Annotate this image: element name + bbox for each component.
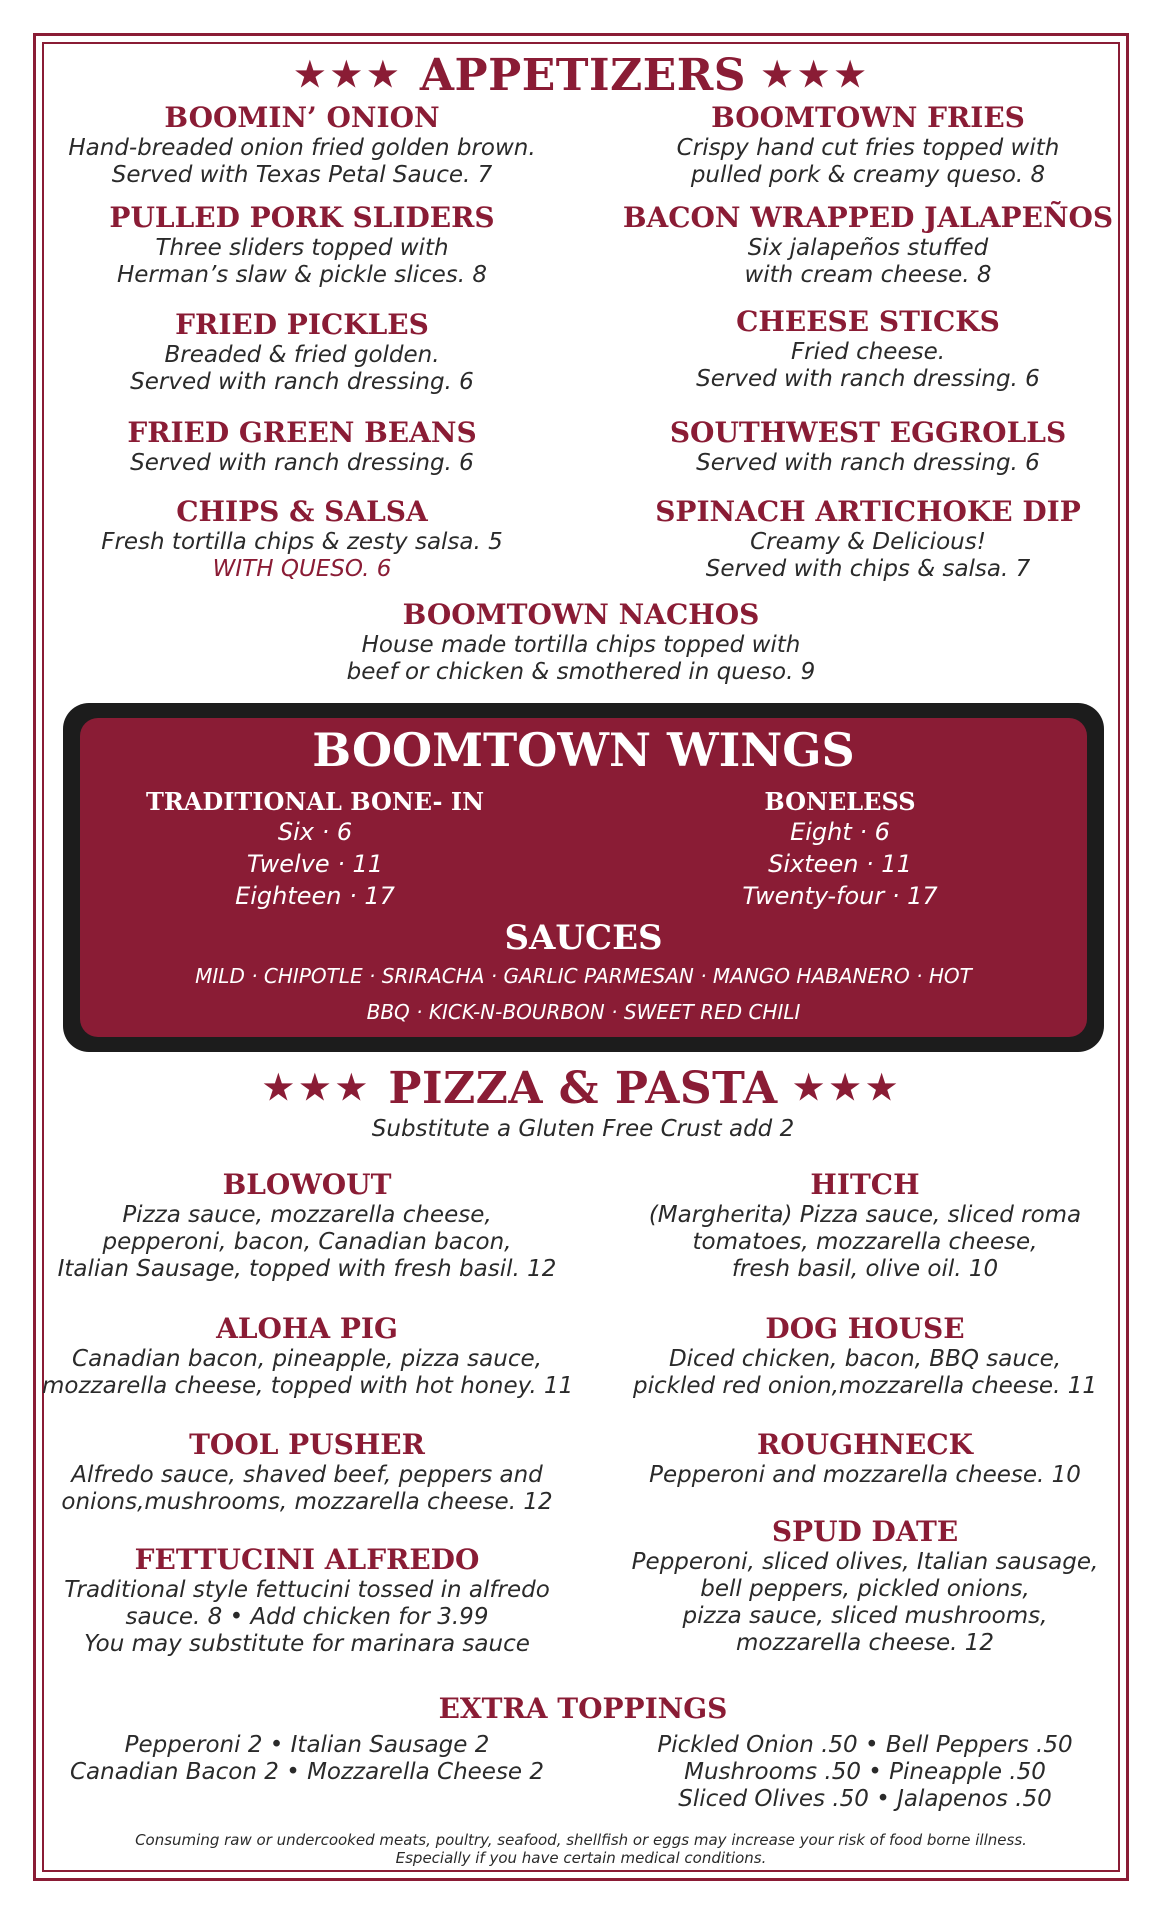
item-description: Creamy & Delicious! Served with chips & salsa. 7: [705, 529, 1031, 582]
item-description: Fresh tortilla chips & zesty salsa. 5: [101, 529, 503, 555]
item-description: Served with ranch dressing. 6: [696, 450, 1040, 476]
item-title: DOG HOUSE: [765, 1312, 965, 1345]
menu-item-cheese-sticks: [608, 305, 1128, 393]
menu-item-blowout: [42, 1168, 572, 1283]
toppings-left: Pepperoni 2 • Italian Sausage 2 Canadian Bacon 2 • Mozzarella Cheese 2: [69, 1732, 545, 1785]
item-description: Hand-breaded onion fried golden brown. Served with Texas Petal Sauce. 7: [68, 135, 536, 188]
sauces-section: [80, 918, 1087, 1030]
queso-addon: WITH QUESO. 6: [212, 556, 392, 582]
item-description: Pizza sauce, mozzarella cheese, pepperoni, bacon, Canadian bacon, Italian Sausage, topped with fresh basil. 12: [57, 1202, 557, 1282]
item-description: Pepperoni, sliced olives, Italian sausage, bell peppers, pickled onions, pizza sauce, sliced mushrooms, mozzarella cheese. 12: [631, 1549, 1099, 1656]
menu-item-fettucini-alfredo: [42, 1543, 572, 1658]
appetizers-header: [0, 50, 1166, 101]
menu-item-chips-salsa: [42, 495, 562, 583]
pizza-subtitle: Substitute a Gluten Free Crust add 2: [371, 1116, 795, 1142]
menu-item-boomin-onion: [42, 101, 562, 189]
item-description: Three sliders topped with Herman’s slaw & pickle slices. 8: [116, 235, 488, 288]
item-title: PULLED PORK SLIDERS: [109, 201, 495, 234]
item-description: Traditional style fettucini tossed in alfredo sauce. 8 • Add chicken for 3.99 You may substitute for marinara sauce: [64, 1577, 550, 1657]
stars-left-icon: ★★★: [294, 55, 405, 95]
traditional-wings: [130, 787, 500, 912]
wing-option: Sixteen · 11: [768, 850, 912, 878]
food-safety-disclaimer: Consuming raw or undercooked meats, poultry, seafood, shellfish or eggs may increase your risk of food borne illness. Especially if you have certain medical conditions.: [135, 1831, 1027, 1867]
item-title: CHIPS & SALSA: [176, 495, 428, 528]
appetizers-title: APPETIZERS: [419, 50, 747, 101]
item-description: Crispy hand cut fries topped with pulled pork & creamy queso. 8: [676, 135, 1060, 188]
item-title: FRIED GREEN BEANS: [127, 416, 477, 449]
wing-option: Eighteen · 17: [235, 882, 395, 910]
wing-option: Twelve · 11: [246, 850, 384, 878]
boneless-title: BONELESS: [764, 787, 916, 816]
wing-option: Eight · 6: [790, 818, 890, 846]
item-title: CHEESE STICKS: [736, 305, 1000, 338]
boneless-wings: [670, 787, 1010, 912]
sauces-list-line-2: BBQ · KICK-N-BOURBON · SWEET RED CHILI: [366, 1000, 801, 1024]
item-title: FRIED PICKLES: [175, 308, 429, 341]
item-title: SPUD DATE: [771, 1515, 959, 1548]
pizza-header: [0, 1063, 1166, 1114]
item-description: (Margherita) Pizza sauce, sliced roma tomatoes, mozzarella cheese, fresh basil, olive oil. 10: [648, 1202, 1082, 1282]
item-title: FETTUCINI ALFREDO: [134, 1543, 480, 1576]
item-title: SPINACH ARTICHOKE DIP: [655, 495, 1081, 528]
extra-toppings-title: EXTRA TOPPINGS: [438, 1692, 728, 1725]
item-description: Served with ranch dressing. 6: [130, 450, 474, 476]
menu-item-boomtown-nachos: [42, 598, 1120, 686]
extra-toppings-title-wrap: [0, 1692, 1166, 1726]
traditional-title: TRADITIONAL BONE- IN: [145, 787, 485, 816]
item-title: BOOMTOWN FRIES: [711, 101, 1025, 134]
item-description: House made tortilla chips topped with beef or chicken & smothered in queso. 9: [346, 632, 816, 685]
menu-item-fried-pickles: [42, 308, 562, 396]
menu-item-spud-date: [600, 1515, 1130, 1657]
sauces-title: SAUCES: [504, 918, 663, 958]
stars-right-icon: ★★★: [793, 1068, 903, 1108]
item-title: HITCH: [810, 1168, 920, 1201]
sauces-list-line-1: MILD · CHIPOTLE · SRIRACHA · GARLIC PARMESAN · MANGO HABANERO · HOT: [195, 964, 972, 988]
wings-title-wrap: [80, 723, 1087, 777]
item-title: BOOMIN’ ONION: [164, 101, 440, 134]
stars-left-icon: ★★★: [263, 1068, 373, 1108]
menu-item-southwest-eggrolls: [608, 416, 1128, 477]
item-description: Canadian bacon, pineapple, pizza sauce, mozzarella cheese, topped with hot honey. 11: [42, 1346, 574, 1399]
menu-item-boomtown-fries: [608, 101, 1128, 189]
toppings-right: Pickled Onion .50 • Bell Peppers .50 Mushrooms .50 • Pineapple .50 Sliced Olives .50 • Jalapenos .50: [657, 1732, 1073, 1812]
item-title: TOOL PUSHER: [189, 1428, 425, 1461]
item-title: SOUTHWEST EGGROLLS: [669, 416, 1067, 449]
menu-item-pulled-pork-sliders: [42, 201, 562, 289]
item-description: Alfredo sauce, shaved beef, peppers and onions,mushrooms, mozzarella cheese. 12: [61, 1462, 553, 1515]
menu-item-spinach-artichoke-dip: [608, 495, 1128, 583]
item-title: ROUGHNECK: [756, 1428, 973, 1461]
pizza-title: PIZZA & PASTA: [388, 1063, 778, 1114]
item-title: BOOMTOWN NACHOS: [402, 598, 760, 631]
menu-item-roughneck: [600, 1428, 1130, 1489]
item-title: ALOHA PIG: [216, 1312, 398, 1345]
menu-item-tool-pusher: [42, 1428, 572, 1516]
menu-item-hitch: [600, 1168, 1130, 1283]
item-description: Pepperoni and mozzarella cheese. 10: [649, 1462, 1081, 1488]
item-description: Diced chicken, bacon, BBQ sauce, pickled red onion,mozzarella cheese. 11: [633, 1346, 1097, 1399]
item-description: Fried cheese. Served with ranch dressing. 6: [696, 339, 1040, 392]
item-description: Breaded & fried golden. Served with ranch dressing. 6: [130, 342, 474, 395]
menu-item-dog-house: [600, 1312, 1130, 1400]
wing-option: Twenty-four · 17: [742, 882, 938, 910]
stars-right-icon: ★★★: [761, 55, 872, 95]
item-description: Six jalapeños stuffed with cream cheese. 8: [744, 235, 992, 288]
wing-option: Six · 6: [277, 818, 353, 846]
item-title: BLOWOUT: [222, 1168, 392, 1201]
wings-title: BOOMTOWN WINGS: [312, 723, 855, 777]
item-title: BACON WRAPPED JALAPEÑOS: [622, 201, 1114, 234]
menu-item-fried-green-beans: [42, 416, 562, 477]
menu-item-aloha-pig: [42, 1312, 572, 1400]
menu-item-bacon-wrapped-jalapenos: [608, 201, 1128, 289]
